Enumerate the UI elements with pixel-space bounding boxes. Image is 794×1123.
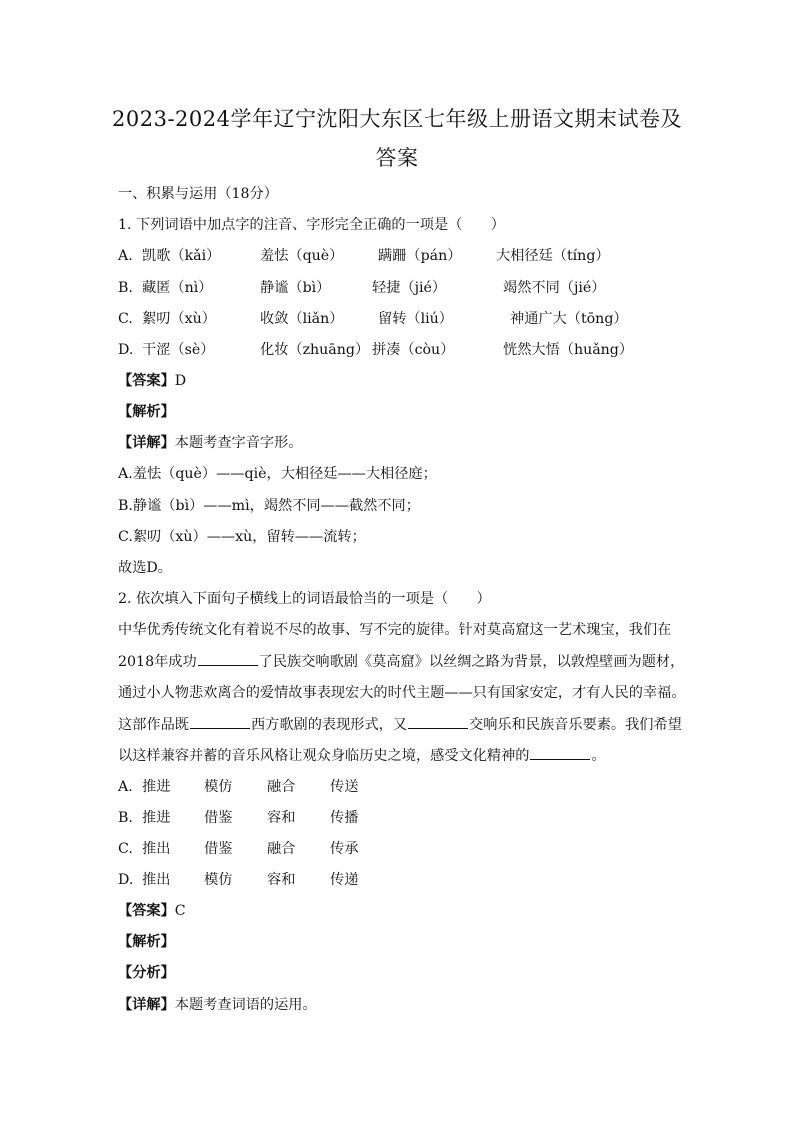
option-item: 絮叨（xù） (142, 311, 216, 327)
option-item: 传承 (330, 841, 359, 857)
option-item: 借鉴 (204, 810, 233, 826)
question-1-stem: 1. 下列词语中加点字的注音、字形完全正确的一项是（ ） (118, 217, 505, 233)
option-item: 大相径廷（tíng） (496, 248, 610, 264)
option-letter: D. (118, 872, 134, 888)
q1-note-a: A.羞怯（què）——qiè，大相径廷——大相径庭； (118, 466, 437, 482)
q2-analysis-label: 【解析】 (118, 934, 175, 950)
option-letter: B. (118, 280, 133, 296)
q2-passage-line-5 (118, 744, 606, 767)
option-item: 推进 (142, 810, 171, 826)
q1-note-c: C.絮叨（xù）——xù，留转——流转； (118, 529, 366, 545)
option-letter: A. (118, 248, 133, 264)
option-item: 传播 (330, 810, 359, 826)
question-2-stem: 2. 依次填入下面句子横线上的词语最恰当的一项是（ ） (118, 591, 491, 607)
option-item: 化妆（zhuāng） (260, 342, 370, 358)
q1-analysis-label: 【解析】 (118, 404, 175, 420)
passage-text: 交响乐和民族音乐要素。我们希望 (469, 717, 682, 733)
option-item: 传递 (330, 872, 359, 888)
passage-text: 西方歌剧的表现形式，又 (250, 717, 408, 733)
option-item: 推出 (142, 872, 171, 888)
answer-value: C (174, 903, 186, 919)
option-item: 干涩（sè） (142, 342, 215, 358)
q2-analysis-sub-label: 【分析】 (118, 965, 175, 981)
answer-label: 【答案】 (118, 903, 175, 919)
passage-text: 以这样兼容并蓄的音乐风格让观众身临历史之境，感受文化精神的 (118, 748, 530, 764)
detail-label: 【详解】 (118, 997, 175, 1013)
detail-text: 本题考查字音字形。 (174, 435, 303, 451)
passage-text: 了民族交响歌剧《莫高窟》以丝绸之路为背景，以敦煌壁画为题材， (258, 654, 685, 670)
option-letter: B. (118, 810, 133, 826)
option-item: 模仿 (204, 779, 233, 795)
q2-passage-line-4 (118, 713, 682, 736)
option-item: 融合 (267, 779, 296, 795)
option-item: 竭然不同（jié） (503, 280, 606, 296)
option-item: 神通广大（tōng） (510, 311, 628, 327)
q1-note-b: B.静谧（bì）——mì，竭然不同——截然不同； (118, 498, 420, 514)
detail-text: 本题考查词语的运用。 (174, 997, 317, 1013)
option-item: 蹒跚（pán） (378, 248, 462, 264)
option-letter: C. (118, 841, 133, 857)
section-heading: 一、积累与运用（18分） (118, 186, 278, 202)
q2-detail (118, 994, 317, 1016)
option-item: 收敛（liǎn） (260, 311, 344, 327)
option-item: 推出 (142, 841, 171, 857)
option-item: 留转（liú） (378, 311, 453, 327)
document-title-line-2: 答案 (375, 146, 419, 170)
fill-blank-4 (530, 744, 590, 760)
option-item: 容和 (267, 872, 296, 888)
q1-detail (118, 432, 302, 454)
answer-value: D (174, 373, 187, 389)
option-item: 羞怯（què） (260, 248, 344, 264)
option-item: 凯歌（kǎi） (142, 248, 221, 264)
document-title-line-1: 2023-2024学年辽宁沈阳大东区七年级上册语文期末试卷及 (112, 107, 682, 131)
option-item: 静谧（bì） (260, 280, 331, 296)
option-item: 容和 (267, 810, 296, 826)
q1-conclusion: 故选D。 (118, 560, 172, 576)
fill-blank-2 (190, 713, 250, 729)
answer-label: 【答案】 (118, 373, 175, 389)
q2-passage-line-2 (118, 650, 684, 673)
option-item: 融合 (267, 841, 296, 857)
q2-passage-line-3: 通过小人物悲欢离合的爱情故事表现宏大的时代主题——只有国家安定，才有人民的幸福。 (118, 685, 686, 701)
fill-blank-1 (198, 650, 258, 666)
passage-text: 这部作品既 (118, 717, 189, 733)
option-item: 轻捷（jié） (372, 280, 447, 296)
passage-text: 。 (591, 748, 606, 764)
option-item: 拼凑（còu） (372, 342, 455, 358)
q2-answer (118, 900, 186, 922)
fill-blank-3 (408, 713, 468, 729)
option-item: 推进 (142, 779, 171, 795)
option-item: 恍然大悟（huǎng） (503, 342, 634, 358)
option-item: 藏匿（nì） (142, 280, 213, 296)
passage-text: 2018年成功 (118, 654, 197, 670)
q1-answer (118, 370, 186, 392)
option-letter: C. (118, 311, 133, 327)
q2-passage-line-1: 中华优秀传统文化有着说不尽的故事、写不完的旋律。针对莫高窟这一艺术瑰宝，我们在 (118, 622, 672, 638)
option-letter: A. (118, 779, 133, 795)
option-item: 借鉴 (204, 841, 233, 857)
detail-label: 【详解】 (118, 435, 175, 451)
option-letter: D. (118, 342, 134, 358)
option-item: 传送 (330, 779, 359, 795)
option-item: 模仿 (204, 872, 233, 888)
